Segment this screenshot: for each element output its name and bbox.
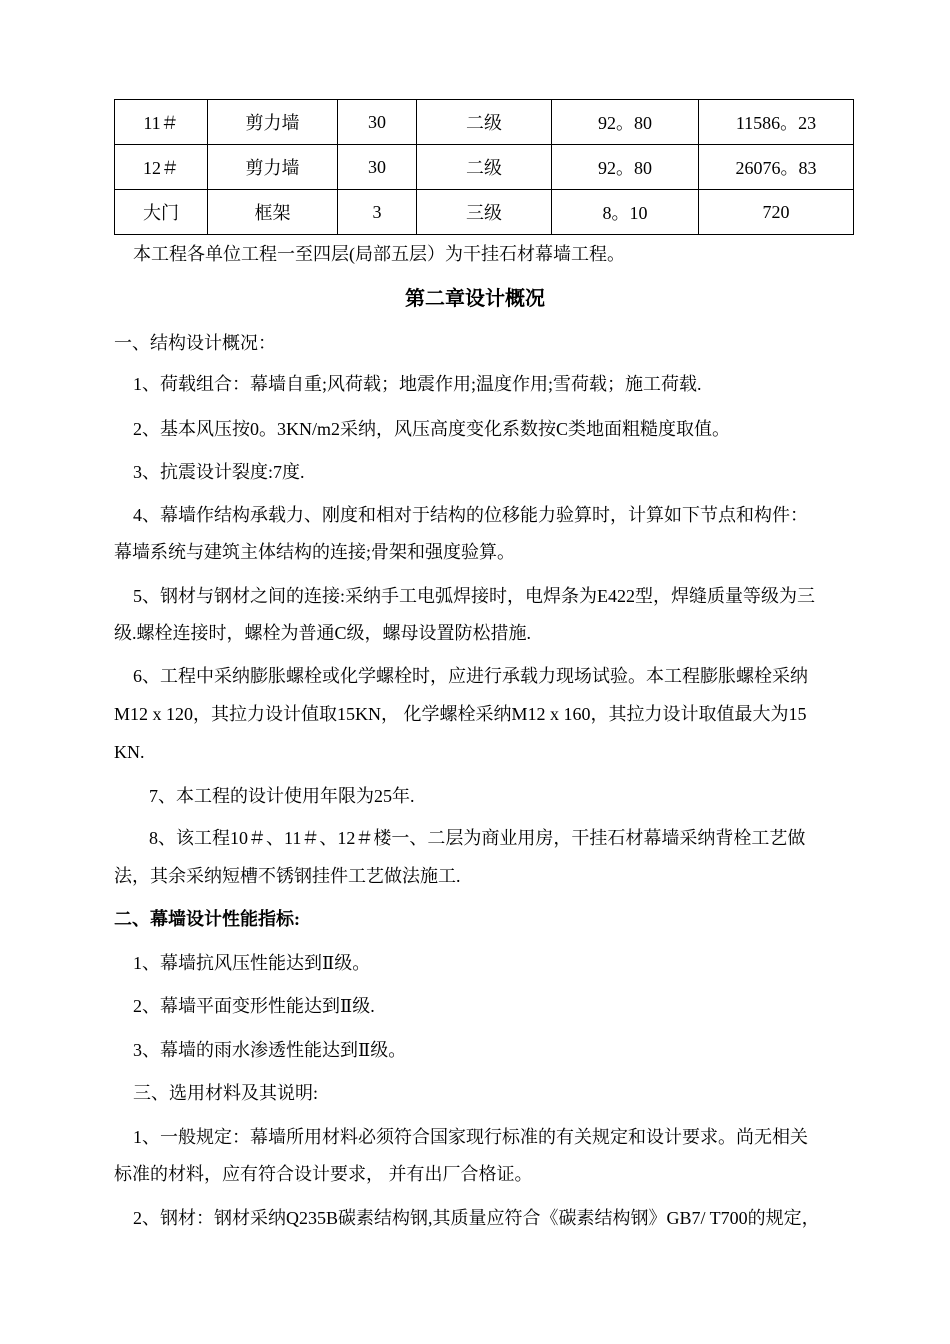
table-cell: 二级 <box>417 100 552 145</box>
table-cell: 720 <box>699 190 854 235</box>
table-cell: 框架 <box>208 190 338 235</box>
table-cell: 3 <box>338 190 417 235</box>
table-cell: 11＃ <box>115 100 208 145</box>
paragraph-line: 2、基本风压按0。3KN/m2采纳，风压高度变化系数按C类地面粗糙度取值。 <box>133 419 731 439</box>
paragraph-line: M12 x 120，其拉力设计值取15KN， 化学螺栓采纳M12 x 160，其拉力设计取值最大为15 <box>114 704 807 724</box>
paragraph-line: 幕墙系统与建筑主体结构的连接;骨架和强度验算。 <box>114 542 515 562</box>
paragraph-line: 3、抗震设计裂度:7度. <box>133 462 305 482</box>
table-cell: 8。10 <box>552 190 699 235</box>
unit-table <box>114 99 854 235</box>
table-cell: 三级 <box>417 190 552 235</box>
table-row <box>115 145 854 190</box>
table-cell: 92。80 <box>552 145 699 190</box>
paragraph-line: 级.螺栓连接时，螺栓为普通C级，螺母设置防松措施. <box>114 623 532 643</box>
paragraph-line: 6、工程中采纳膨胀螺栓或化学螺栓时，应进行承载力现场试验。本工程膨胀螺栓采纳 <box>133 666 808 686</box>
table-row <box>115 190 854 235</box>
table-cell: 12＃ <box>115 145 208 190</box>
table-cell: 剪力墙 <box>208 145 338 190</box>
table-row <box>115 100 854 145</box>
paragraph-line: 5、钢材与钢材之间的连接:采纳手工电弧焊接时，电焊条为E422型，焊缝质量等级为三 <box>133 586 815 606</box>
paragraph-line: 2、钢材：钢材采纳Q235B碳素结构钢,其质量应符合《碳素结构钢》GB7/ T700的规定， <box>133 1208 820 1228</box>
paragraph-line: 7、本工程的设计使用年限为25年. <box>149 786 415 806</box>
table-cell: 92。80 <box>552 100 699 145</box>
paragraph-line: 4、幕墙作结构承载力、刚度和相对于结构的位移能力验算时，计算如下节点和构件： <box>133 505 808 525</box>
table-cell: 11586。23 <box>699 100 854 145</box>
paragraph-line: 法，其余采纳短槽不锈钢挂件工艺做法施工. <box>114 866 461 886</box>
table-cell: 大门 <box>115 190 208 235</box>
table-cell: 30 <box>338 100 417 145</box>
paragraph-line: 1、荷载组合：幕墙自重;风荷载；地震作用;温度作用;雪荷载；施工荷载. <box>133 374 702 394</box>
table-cell: 剪力墙 <box>208 100 338 145</box>
paragraph-line: 2、幕墙平面变形性能达到Ⅱ级. <box>133 996 375 1016</box>
table-cell: 26076。83 <box>699 145 854 190</box>
paragraph-line: 1、幕墙抗风压性能达到Ⅱ级。 <box>133 953 371 973</box>
paragraph-line: 8、该工程10＃、11＃、12＃楼一、二层为商业用房，干挂石材幕墙采纳背栓工艺做 <box>149 828 806 848</box>
paragraph-line: 1、一般规定：幕墙所用材料必须符合国家现行标准的有关规定和设计要求。尚无相关 <box>133 1127 808 1147</box>
table-cell: 30 <box>338 145 417 190</box>
section-3-title: 三、选用材料及其说明: <box>133 1083 318 1103</box>
section-2-title: 二、幕墙设计性能指标: <box>114 909 300 929</box>
intro-paragraph: 本工程各单位工程一至四层(局部五层）为干挂石材幕墙工程。 <box>133 244 625 264</box>
chapter-title: 第二章设计概况 <box>405 288 545 310</box>
paragraph-line: 3、幕墙的雨水渗透性能达到Ⅱ级。 <box>133 1040 407 1060</box>
table-cell: 二级 <box>417 145 552 190</box>
paragraph-line: KN. <box>114 742 145 762</box>
section-1-title: 一、结构设计概况： <box>114 333 276 353</box>
paragraph-line: 标准的材料，应有符合设计要求， 并有出厂合格证。 <box>114 1164 533 1184</box>
